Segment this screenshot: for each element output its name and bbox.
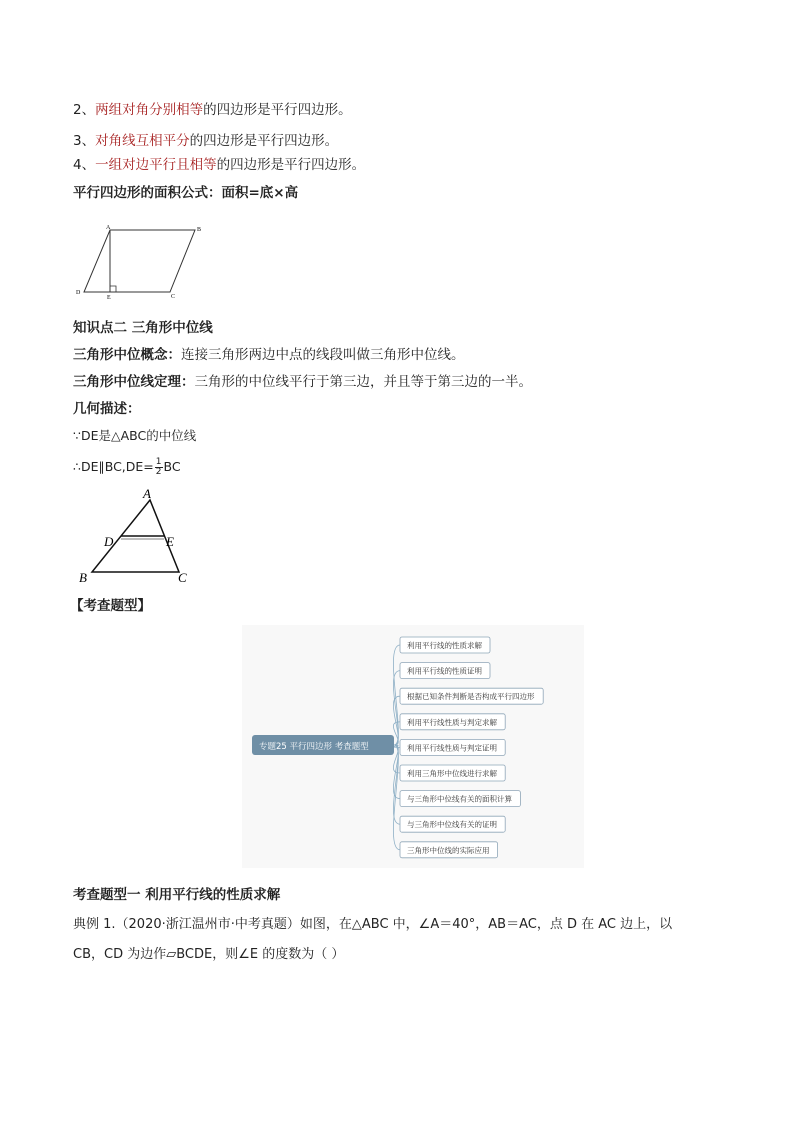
geo-description-label: 几何描述：: [73, 401, 141, 417]
mindmap-node-label: 与三角形中位线有关的面积计算: [407, 794, 512, 804]
criterion-3-highlight: 对角线互相平分: [95, 133, 190, 149]
example-1-line-1: 典例 1.（2020·浙江温州市·中考真题）如图，在△ABC 中，∠A＝40°，AB＝AC，点 D 在 AC 边上，以: [73, 917, 673, 932]
therefore-line: ∴DE∥BC,DE= $\frac{1}{2}$ BC: [73, 457, 181, 477]
label-c: C: [171, 294, 176, 300]
mindmap-node-label: 与三角形中位线有关的证明: [407, 820, 497, 830]
label-e: E: [107, 295, 111, 301]
right-angle-mark: [110, 286, 116, 292]
example-1-line-2: CB，CD 为边作▱BCDE，则∠E 的度数为（ ）: [73, 947, 345, 962]
tri-label-a: A: [143, 486, 151, 501]
parallelogram-shape: [84, 230, 195, 292]
exam-type-1-title: 考查题型一 利用平行线的性质求解: [73, 887, 281, 903]
label-b: B: [197, 227, 202, 233]
mindmap-node-label: 根据已知条件判断是否构成平行四边形: [407, 692, 535, 702]
criterion-2-highlight: 两组对角分别相等: [95, 102, 204, 118]
mindmap-canvas: [242, 625, 584, 868]
label-a: A: [106, 225, 111, 231]
triangle-figure: [75, 484, 195, 589]
because-line: ∵DE是△ABC的中位线: [73, 428, 197, 443]
mindmap-node-label: 三角形中位线的实际应用: [407, 845, 490, 855]
criterion-2: 2、两组对角分别相等的四边形是平行四边形。: [73, 102, 352, 118]
mindmap-node-label: 利用平行线性质与判定证明: [407, 743, 497, 753]
one-half-fraction: $\frac{1}{2}$: [155, 457, 162, 477]
parallelogram-figure: [70, 222, 210, 302]
theorem-line: 三角形中位线定理：三角形的中位线平行于第三边，并且等于第三边的一半。: [73, 374, 532, 390]
mindmap-node-label: 利用平行线的性质证明: [407, 666, 482, 676]
tri-label-c: C: [178, 570, 187, 585]
tri-label-e: E: [166, 534, 174, 549]
criterion-4-highlight: 一组对边平行且相等: [95, 157, 217, 173]
tri-label-b: B: [79, 570, 87, 585]
criterion-4: 4、一组对边平行且相等的四边形是平行四边形。: [73, 157, 366, 173]
mindmap-node-label: 利用平行线的性质求解: [407, 641, 482, 650]
concept-line: 三角形中位概念：连接三角形两边中点的线段叫做三角形中位线。: [73, 347, 465, 363]
exam-types-heading: 【考查题型】: [70, 598, 151, 614]
mindmap: [242, 625, 584, 868]
section-title: 知识点二 三角形中位线: [73, 320, 213, 336]
mindmap-connector: [393, 745, 400, 773]
criterion-3: 3、对角线互相平分的四边形是平行四边形。: [73, 133, 339, 149]
label-d: D: [76, 290, 81, 296]
mindmap-center-label: 专题25 平行四边形 考查题型: [259, 742, 369, 752]
mindmap-node-label: 利用平行线性质与判定求解: [407, 717, 497, 727]
tri-label-d: D: [104, 534, 114, 549]
area-formula: 平行四边形的面积公式：面积=底×高: [73, 185, 299, 201]
mindmap-node-label: 利用三角形中位线进行求解: [407, 769, 497, 778]
